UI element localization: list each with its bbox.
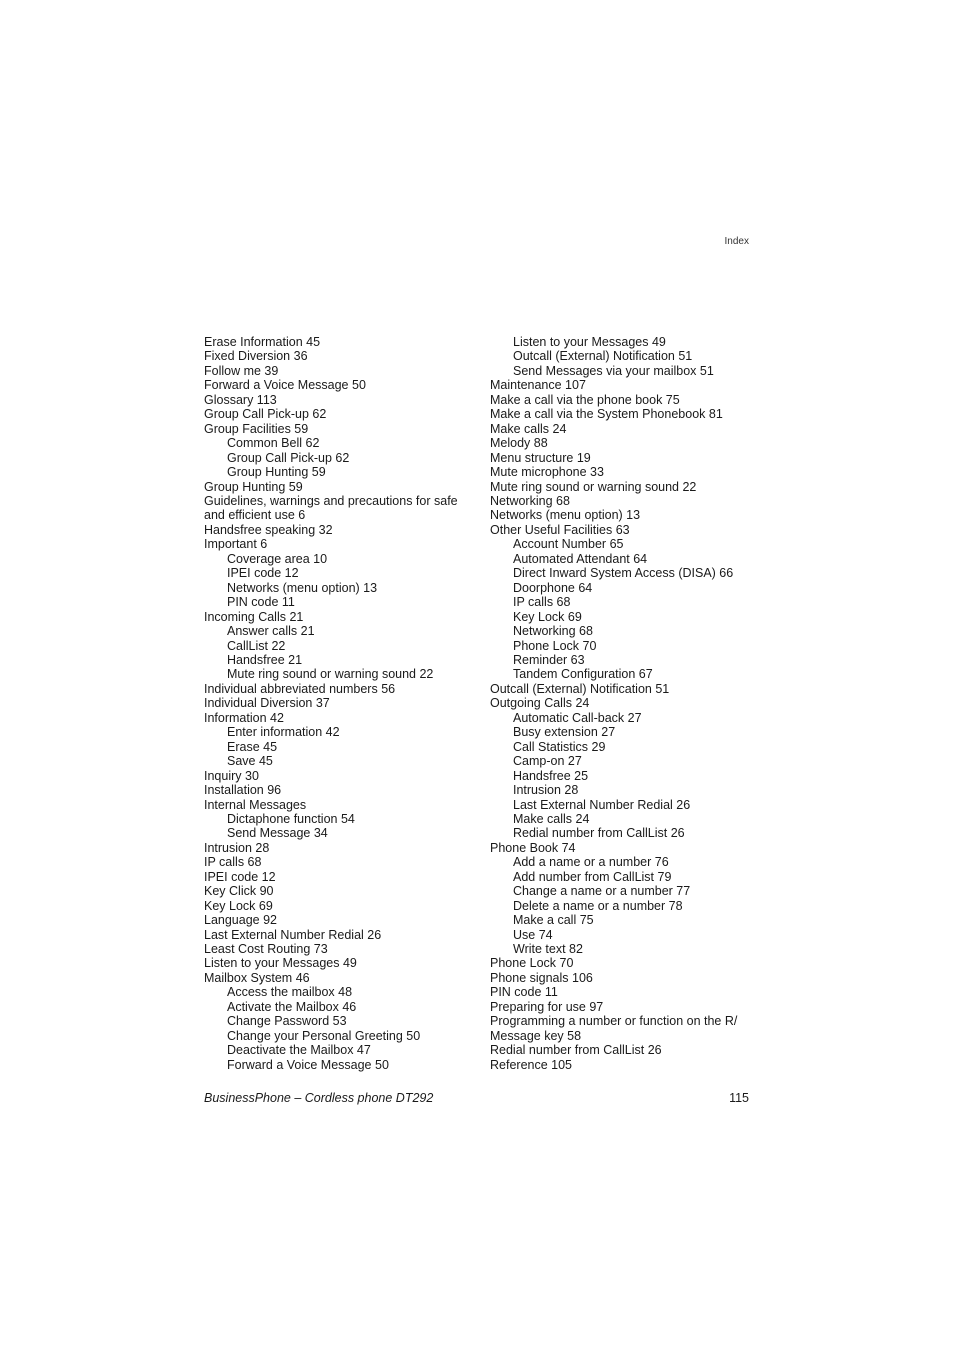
index-column-right bbox=[490, 335, 750, 1072]
index-subentry: Dictaphone function 54 bbox=[227, 811, 355, 826]
index-entry: Phone signals 106 bbox=[490, 970, 593, 985]
index-entry: Internal Messages bbox=[204, 797, 307, 812]
index-entry: Least Cost Routing 73 bbox=[204, 942, 328, 957]
index-subentry: Add number from CallList 79 bbox=[513, 869, 672, 884]
index-entry: Make a call via the phone book 75 bbox=[490, 392, 680, 407]
index-entry: Guidelines, warnings and precautions for safe bbox=[204, 493, 458, 508]
index-subentry: Erase 45 bbox=[227, 739, 278, 754]
index-subentry: Change a name or a number 77 bbox=[513, 884, 691, 899]
index-entry: Important 6 bbox=[204, 537, 268, 552]
index-entry: Phone Lock 70 bbox=[490, 956, 574, 971]
index-subentry: Activate the Mailbox 46 bbox=[227, 999, 357, 1014]
index-subentry: Automated Attendant 64 bbox=[513, 551, 648, 566]
index-subentry: Reminder 63 bbox=[513, 652, 585, 667]
index-subentry: Send Messages via your mailbox 51 bbox=[513, 363, 714, 378]
index-subentry: Common Bell 62 bbox=[227, 436, 320, 451]
index-entry: Mailbox System 46 bbox=[204, 970, 310, 985]
index-subentry: Access the mailbox 48 bbox=[227, 985, 353, 1000]
index-entry: Other Useful Facilities 63 bbox=[490, 522, 630, 537]
index-subentry: Direct Inward System Access (DISA) 66 bbox=[513, 566, 734, 581]
index-subentry: Redial number from CallList 26 bbox=[513, 826, 685, 841]
index-subentry: Outcall (External) Notification 51 bbox=[513, 349, 693, 364]
index-entry: Networking 68 bbox=[490, 493, 570, 508]
index-subentry: Doorphone 64 bbox=[513, 580, 593, 595]
index-entry: Listen to your Messages 49 bbox=[204, 956, 357, 971]
index-subentry: Handsfree 21 bbox=[227, 652, 303, 667]
index-subentry: Tandem Configuration 67 bbox=[513, 667, 653, 682]
index-subentry: Delete a name or a number 78 bbox=[513, 898, 683, 913]
footer-page-number: 115 bbox=[729, 1091, 749, 1105]
index-entry: Programming a number or function on the R/ bbox=[490, 1014, 738, 1029]
index-subentry: IP calls 68 bbox=[513, 595, 571, 610]
index-entry: Incoming Calls 21 bbox=[204, 609, 304, 624]
index-subentry: Change Password 53 bbox=[227, 1014, 347, 1029]
index-subentry: Make a call 75 bbox=[513, 913, 594, 928]
index-entry: Glossary 113 bbox=[204, 392, 277, 407]
index-entry: Last External Number Redial 26 bbox=[204, 927, 382, 942]
index-entry: Make calls 24 bbox=[490, 421, 567, 436]
index-entry: Message key 58 bbox=[490, 1028, 582, 1043]
index-entry: Key Click 90 bbox=[204, 884, 274, 899]
index-subentry: Networking 68 bbox=[513, 624, 593, 639]
index-subentry: Automatic Call-back 27 bbox=[513, 710, 642, 725]
index-entry: Make a call via the System Phonebook 81 bbox=[490, 407, 723, 422]
index-subentry: Phone Lock 70 bbox=[513, 638, 597, 653]
index-entry: Language 92 bbox=[204, 913, 277, 928]
index-entry: Forward a Voice Message 50 bbox=[204, 378, 366, 393]
index-subentry: Enter information 42 bbox=[227, 725, 340, 740]
index-entry: Key Lock 69 bbox=[204, 898, 273, 913]
index-subentry: Intrusion 28 bbox=[513, 783, 579, 798]
index-entry: Group Facilities 59 bbox=[204, 421, 309, 436]
index-entry: Mute ring sound or warning sound 22 bbox=[490, 479, 697, 494]
index-entry: Installation 96 bbox=[204, 783, 282, 798]
index-subentry: Group Call Pick-up 62 bbox=[227, 450, 350, 465]
index-subentry: Handsfree 25 bbox=[513, 768, 589, 783]
index-entry: and efficient use 6 bbox=[204, 508, 306, 523]
index-subentry: PIN code 11 bbox=[227, 595, 295, 610]
index-subentry: Write text 82 bbox=[513, 942, 583, 957]
index-entry: Group Call Pick-up 62 bbox=[204, 407, 327, 422]
index-entry: Menu structure 19 bbox=[490, 450, 591, 465]
index-subentry: Forward a Voice Message 50 bbox=[227, 1057, 389, 1072]
index-subentry: Save 45 bbox=[227, 754, 273, 769]
index-entry: Individual Diversion 37 bbox=[204, 696, 330, 711]
index-entry: Group Hunting 59 bbox=[204, 479, 303, 494]
index-subentry: Answer calls 21 bbox=[227, 624, 315, 639]
index-subentry: Account Number 65 bbox=[513, 537, 624, 552]
index-entry: Phone Book 74 bbox=[490, 840, 576, 855]
index-entry: Mute microphone 33 bbox=[490, 465, 604, 480]
index-subentry: Camp-on 27 bbox=[513, 754, 582, 769]
index-subentry: Mute ring sound or warning sound 22 bbox=[227, 667, 434, 682]
index-column-left bbox=[204, 335, 474, 1072]
index-entry: Follow me 39 bbox=[204, 363, 279, 378]
index-subentry: Use 74 bbox=[513, 927, 553, 942]
index-entry: IPEI code 12 bbox=[204, 869, 276, 884]
index-entry: PIN code 11 bbox=[490, 985, 558, 1000]
index-subentry: IPEI code 12 bbox=[227, 566, 299, 581]
index-entry: Maintenance 107 bbox=[490, 378, 586, 393]
index-subentry: Coverage area 10 bbox=[227, 551, 328, 566]
index-subentry: Group Hunting 59 bbox=[227, 465, 326, 480]
index-entry: IP calls 68 bbox=[204, 855, 262, 870]
index-entry: Redial number from CallList 26 bbox=[490, 1043, 662, 1058]
index-subentry: CallList 22 bbox=[227, 638, 286, 653]
index-entry: Intrusion 28 bbox=[204, 840, 270, 855]
index-entry: Networks (menu option) 13 bbox=[490, 508, 641, 523]
index-entry: Reference 105 bbox=[490, 1057, 573, 1072]
index-subentry: Busy extension 27 bbox=[513, 725, 616, 740]
index-entry: Preparing for use 97 bbox=[490, 999, 604, 1014]
index-subentry: Add a name or a number 76 bbox=[513, 855, 669, 870]
index-entry: Handsfree speaking 32 bbox=[204, 522, 333, 537]
index-subentry: Deactivate the Mailbox 47 bbox=[227, 1043, 371, 1058]
index-entry: Information 42 bbox=[204, 710, 284, 725]
index-entry: Melody 88 bbox=[490, 436, 548, 451]
index-subentry: Send Message 34 bbox=[227, 826, 328, 841]
index-entry: Inquiry 30 bbox=[204, 768, 259, 783]
index-entry: Outgoing Calls 24 bbox=[490, 696, 590, 711]
index-entry: Erase Information 45 bbox=[204, 335, 321, 349]
index-subentry: Call Statistics 29 bbox=[513, 739, 606, 754]
footer-document-title: BusinessPhone – Cordless phone DT292 bbox=[204, 1091, 434, 1105]
index-subentry: Listen to your Messages 49 bbox=[513, 335, 666, 349]
index-subentry: Networks (menu option) 13 bbox=[227, 580, 378, 595]
index-entry: Individual abbreviated numbers 56 bbox=[204, 681, 396, 696]
index-subentry: Change your Personal Greeting 50 bbox=[227, 1028, 421, 1043]
index-subentry: Key Lock 69 bbox=[513, 609, 582, 624]
index-subentry: Last External Number Redial 26 bbox=[513, 797, 691, 812]
running-head: Index bbox=[724, 236, 749, 247]
index-entry: Fixed Diversion 36 bbox=[204, 349, 308, 364]
index-entry: Outcall (External) Notification 51 bbox=[490, 681, 670, 696]
index-subentry: Make calls 24 bbox=[513, 811, 590, 826]
